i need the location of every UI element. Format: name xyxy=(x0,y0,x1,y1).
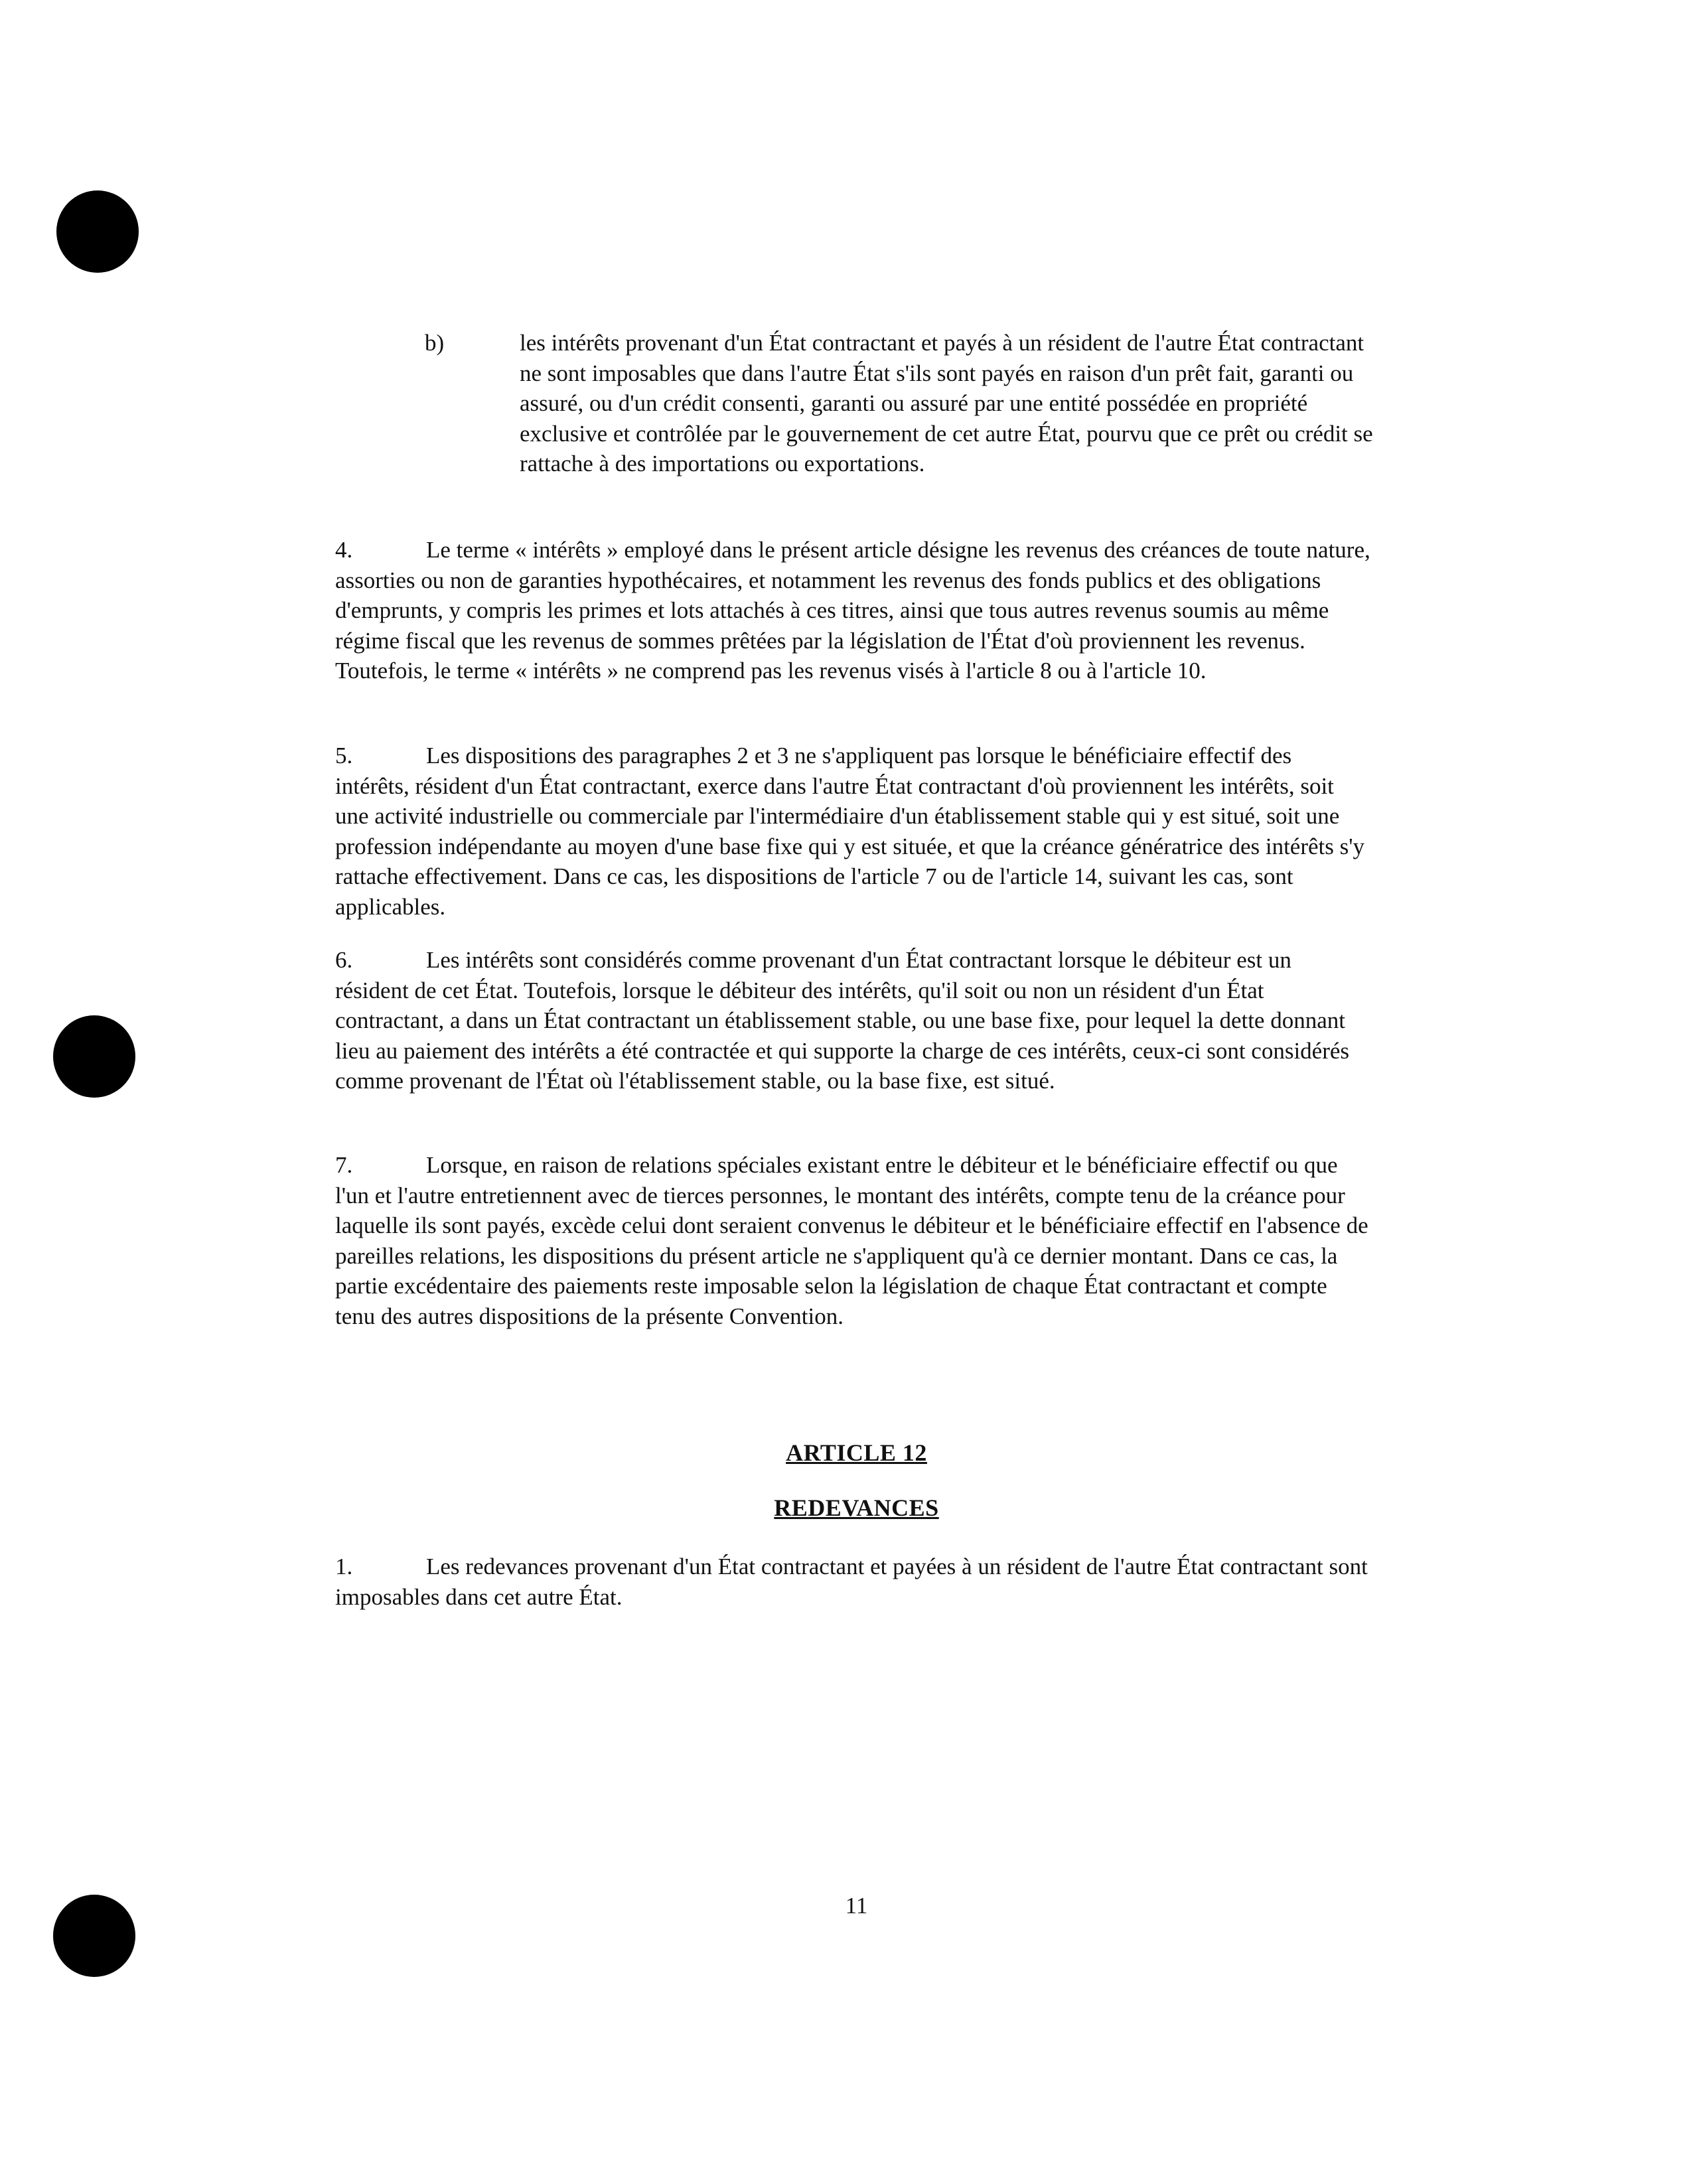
article-subheading: REDEVANCES xyxy=(774,1494,939,1521)
page-number: 11 xyxy=(845,1893,868,1919)
paragraph-number: 7. xyxy=(335,1152,353,1178)
paragraph-6 xyxy=(335,945,1370,1096)
paragraph-text: Les intérêts sont considérés comme provenant d'un État contractant lorsque le débiteur est un résident de cet État. Toutefois, lorsque le débiteur des intérêts, qu'il soit ou non un résident d'un État contractant, a dans un État contractant un établissement stable, ou une base fixe, pour lequel la dette donnant lieu au paiement des intérêts a été contractée et qui supporte la charge de ces intérêts, ceux-ci sont considérés comme provenant de l'État où l'établissement stable, ou la base fixe, est situé. xyxy=(335,947,1350,1094)
paragraph-text: Les dispositions des paragraphes 2 et 3 ne s'appliquent pas lorsque le bénéficiaire effectif des intérêts, résident d'un État contractant, exerce dans l'autre État contractant d'où proviennent les intérêts, soit une activité industrielle ou commerciale par l'intermédiaire d'un établissement stable qui y est situé, soit une profession indépendante au moyen d'une base fixe qui y est située, et que la créance génératrice des intérêts s'y rattache effectivement. Dans ce cas, les dispositions de l'article 7 ou de l'article 14, suivant les cas, sont applicables. xyxy=(335,743,1365,920)
paragraph-text: Les redevances provenant d'un État contractant et payées à un résident de l'autre État contractant sont imposables dans cet autre État. xyxy=(335,1554,1368,1610)
article-paragraph-1 xyxy=(335,1552,1370,1612)
paragraph-number: 4. xyxy=(335,537,353,563)
article-heading: ARTICLE 12 xyxy=(786,1439,927,1466)
paragraph-number: 1. xyxy=(335,1554,353,1579)
paragraph-text: Le terme « intérêts » employé dans le présent article désigne les revenus des créances de toute nature, assorties ou non de garanties hypothécaires, et notamment les revenus des fonds publics et des obligations d'emprunts, y compris les primes et lots attachés à ces titres, ainsi que tous autres revenus soumis au même régime fiscal que les revenus de sommes prêtées par la législation de l'État d'où proviennent les revenus. Toutefois, le terme « intérêts » ne comprend pas les revenus visés à l'article 8 ou à l'article 10. xyxy=(335,537,1370,684)
punch-hole xyxy=(53,1015,135,1098)
punch-hole xyxy=(56,190,139,273)
item-b-text: les intérêts provenant d'un État contractant et payés à un résident de l'autre État contractant ne sont imposables que dans l'autre État s'ils sont payés en raison d'un prêt fait, garanti ou assuré, ou d'un crédit consenti, garanti ou assuré par une entité possédée en propriété exclusive et contrôlée par le gouvernement de cet autre État, pourvu que ce prêt ou crédit se rattache à des importations ou exportations. xyxy=(520,330,1373,476)
paragraph-7 xyxy=(335,1150,1370,1331)
paragraph-5 xyxy=(335,741,1370,922)
item-b-label: b) xyxy=(425,330,445,356)
paragraph-number: 5. xyxy=(335,743,353,768)
paragraph-text: Lorsque, en raison de relations spéciales existant entre le débiteur et le bénéficiaire effectif ou que l'un et l'autre entretiennent avec de tierces personnes, le montant des intérêts, compte tenu de la créance pour laquelle ils sont payés, excède celui dont seraient convenus le débiteur et le bénéficiaire effectif en l'absence de pareilles relations, les dispositions du présent article ne s'appliquent qu'à ce dernier montant. Dans ce cas, la partie excédentaire des paiements reste imposable selon la législation de chaque État contractant et compte tenu des autres dispositions de la présente Convention. xyxy=(335,1152,1368,1329)
paragraph-number: 6. xyxy=(335,947,353,973)
paragraph-4 xyxy=(335,535,1370,686)
